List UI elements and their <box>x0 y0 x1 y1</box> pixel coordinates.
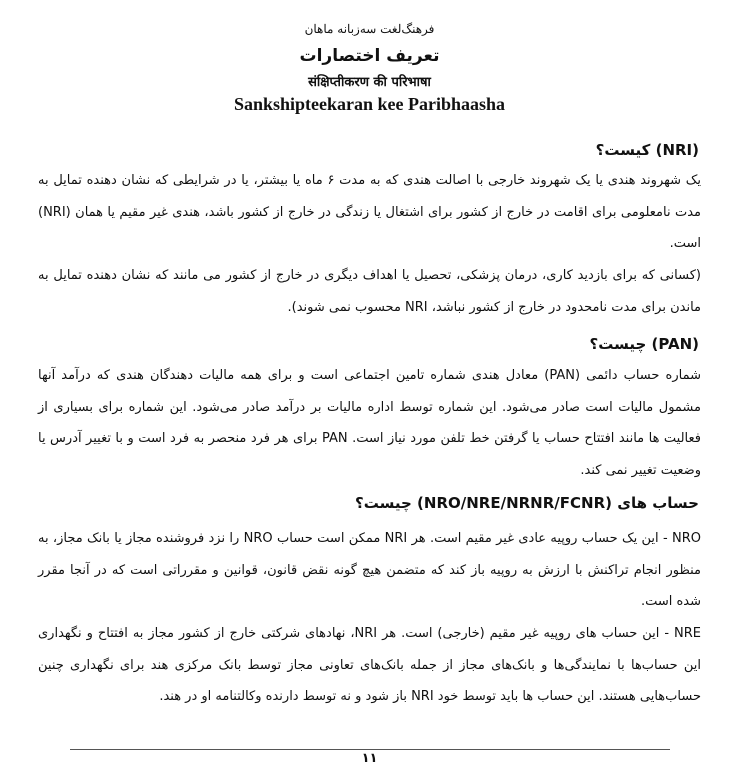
dictionary-title: فرهنگ‌لغت سه‌زبانه ماهان <box>304 22 435 36</box>
page-title-persian: تعریف اختصارات <box>299 46 440 66</box>
section-heading-pan: (PAN) چیست؟ <box>589 335 699 353</box>
page-number: ۱۱ <box>361 751 378 766</box>
footer-divider <box>70 749 670 750</box>
section-heading-nri: (NRI) کیست؟ <box>595 141 699 159</box>
section-heading-accounts: حساب های (NRO/NRE/NRNR/FCNR) چیست؟ <box>355 494 699 512</box>
paragraph-nri-definition: یک شهروند هندی یا یک شهروند خارجی با اصالت هندی که به مدت ۶ ماه یا بیشتر، یا در شرایطی که نشان دهنده تمایل به مدت نامعلومی برای اقامت در خارج از کشور برای اشتغال یا زندگی در خارج از کشور باشد، هندی غیر مقیم یا همان (NRI) است. <box>38 173 701 251</box>
paragraph-nri-exclusion: (کسانی که برای بازدید کاری، درمان پزشکی، تحصیل یا اهداف دیگری در خارج از کشور می مانند که نشان دهنده تمایل به ماندن برای مدت نامحدود در خارج از کشور نباشد، NRI محسوب نمی شوند). <box>38 268 701 315</box>
paragraph-pan-definition: شماره حساب دائمی (PAN) معادل هندی شماره تامین اجتماعی است و برای همه مالیات دهندگان هندی که درآمد آنها مشمول مالیات است صادر می‌شود. این شماره توسط اداره مالیات بر درآمد صادر می‌شود. این شماره برای بسیاری از فعالیت ها مانند افتتاح حساب یا گرفتن خط تلفن مورد نیاز است. PAN برای هر فرد منحصر به فرد است و با تغییر آدرس یا وضعیت تغییر نمی کند. <box>38 368 701 478</box>
page-title-hindi: संक्षिप्तीकरण की परिभाषा <box>308 75 431 90</box>
page-title-transliteration: Sankshipteekaran kee Paribhaasha <box>233 94 506 114</box>
paragraph-nro-account: NRO - این یک حساب روپیه عادی غیر مقیم است. هر NRI ممکن است حساب NRO را نزد فروشنده مجاز یا بانک مجاز، به منظور انجام تراکنش با ارزش به روپیه باز کند که متضمن هیچ گونه نقض قانون، قوانین و مقرراتی است که در آنجا مقرر شده است. <box>38 531 702 609</box>
paragraph-nre-account: NRE - این حساب های روپیه غیر مقیم (خارجی) است. هر NRI، نهادهای شرکتی خارج از کشور مجاز به افتتاح و نگهداری این حساب‌ها با نمایندگی‌ها و بانک‌های مجاز از جمله بانک‌های تعاونی مجاز توسط بانک مرکزی هند برای نگهداری چنین حساب‌هایی هستند. این حساب ها باید توسط خود NRI باز شود و نه توسط دارنده وکالتنامه او در هند. <box>38 626 701 704</box>
